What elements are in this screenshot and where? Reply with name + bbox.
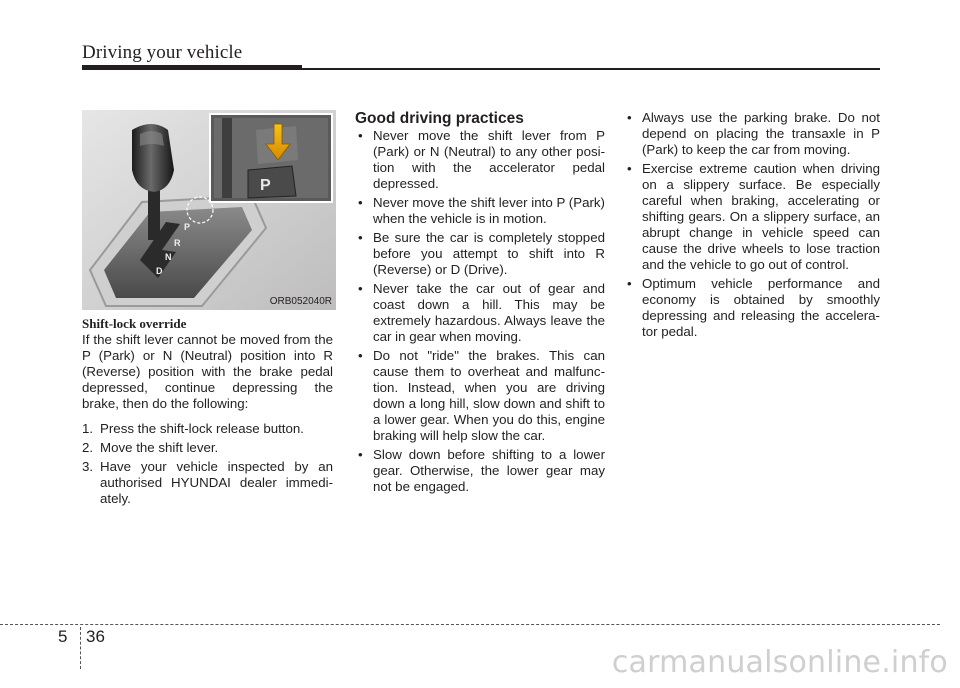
step-item xyxy=(82,459,333,507)
shift-lever-illustration xyxy=(82,110,336,310)
page-number: 36 xyxy=(86,627,105,646)
step-item xyxy=(82,440,333,456)
list-item: • Never move the shift lever from P (Park) or N (Neutral) to any other posi-tion with the accelerator pedal depressed. xyxy=(355,128,605,192)
shift-lock-steps xyxy=(82,421,333,507)
gate-letter-r: R xyxy=(174,238,181,248)
gate-letter-p: P xyxy=(184,222,191,232)
shift-lock-paragraph: If the shift lever cannot be moved from the P (Park) or N (Neutral) position into R (Reverse) position with the brake pedal depressed, continue depressing the brake, then do the following: xyxy=(82,332,333,411)
footer-divider xyxy=(0,624,940,625)
step-text: Have your vehicle inspected by an authorised HYUNDAI dealer immedi-ately. xyxy=(100,459,333,506)
column-3 xyxy=(624,110,880,343)
list-item: • Always use the parking brake. Do not depend on placing the transaxle in P (Park) to keep the car from moving. xyxy=(624,110,880,158)
figure-code: ORB052040R xyxy=(269,296,332,307)
shift-lever-figure xyxy=(82,110,336,310)
list-item: • Slow down before shifting to a lower gear. Otherwise, the lower gear may not be engaged. xyxy=(355,447,605,495)
section-number: 5 xyxy=(58,627,68,646)
step-number: 1. xyxy=(82,421,94,436)
step-number: 2. xyxy=(82,440,94,455)
list-item: • Do not "ride" the brakes. This can cause them to overheat and malfunc-tion. Instead, when you are driving down a long hill, slow down and shift to a lower gear. When you do this, engine braking will help slow the car. xyxy=(355,348,605,444)
gate-letter-n: N xyxy=(165,252,172,262)
column-2 xyxy=(355,110,605,498)
good-driving-list xyxy=(355,128,605,495)
footer-page-separator xyxy=(80,627,81,669)
step-number: 3. xyxy=(82,459,94,474)
header-rule-thick xyxy=(82,65,302,70)
list-item: • Be sure the car is completely stopped before you attempt to shift into R (Reverse) or D (Drive). xyxy=(355,230,605,278)
step-text: Move the shift lever. xyxy=(100,440,219,455)
step-item xyxy=(82,421,333,437)
list-item: • Optimum vehicle performance and economy is obtained by smoothly depressing and releasing the accelera-tor pedal. xyxy=(624,276,880,340)
driving-tips-list xyxy=(624,110,880,340)
watermark: carmanualsonline.info xyxy=(611,645,948,680)
gate-letter-d: D xyxy=(156,266,163,276)
header-rule-thin xyxy=(300,68,880,70)
inset-letter-p: P xyxy=(260,177,271,194)
page-header-title: Driving your vehicle xyxy=(82,42,243,63)
list-item: • Exercise extreme caution when driving on a slippery surface. Be especially careful when braking, accelerating or shifting gears. On a slippery surface, an abrupt change in vehicle speed can cause the drive wheels to lose traction and the vehicle to go out of control. xyxy=(624,161,880,273)
step-text: Press the shift-lock release button. xyxy=(100,421,304,436)
column-1 xyxy=(82,316,333,510)
list-item: • Never move the shift lever into P (Park) when the vehicle is in motion. xyxy=(355,195,605,227)
good-driving-heading: Good driving practices xyxy=(355,110,524,127)
shift-lock-subhead: Shift-lock override xyxy=(82,316,187,331)
list-item: • Never take the car out of gear and coast down a hill. This may be extremely hazardous. Always leave the car in gear when moving. xyxy=(355,281,605,345)
